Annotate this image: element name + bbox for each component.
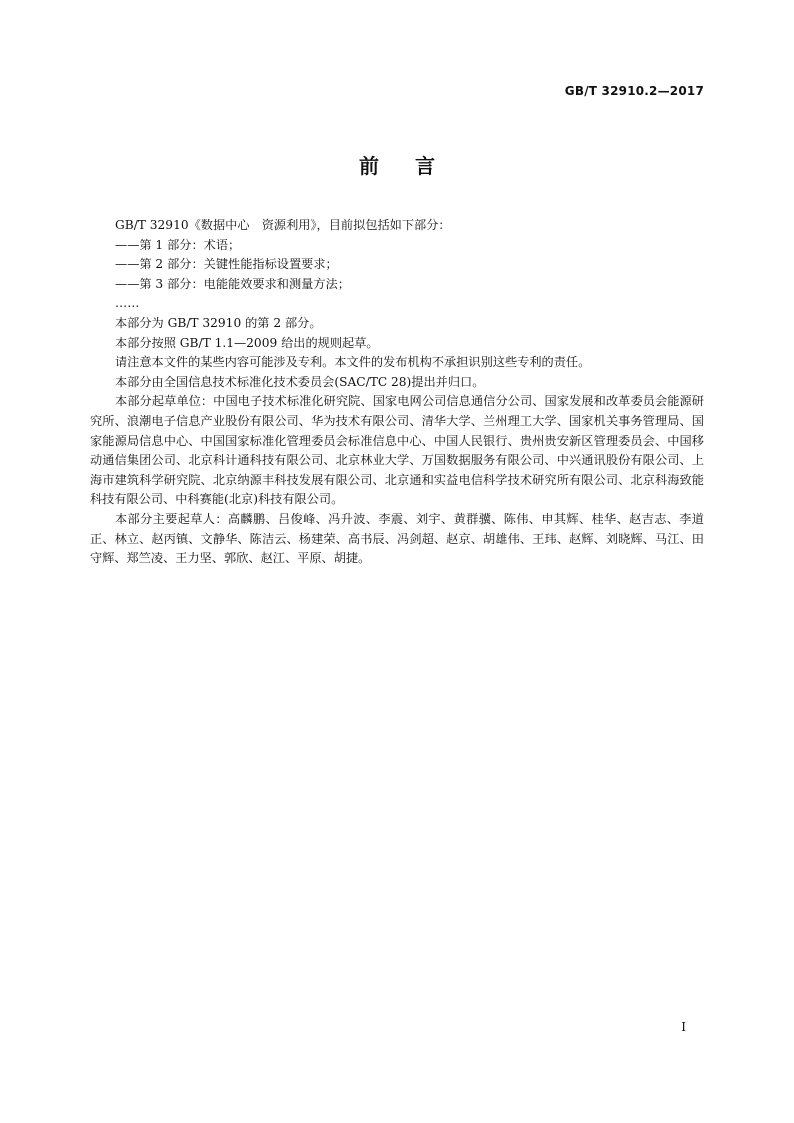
foreword-body [90, 216, 704, 569]
paragraph-drafters: 本部分主要起草人：高麟鹏、吕俊峰、冯升波、李震、刘宇、黄群骥、陈伟、申其辉、桂华、赵吉志、李道正、林立、赵丙镇、文静华、陈洁云、杨建荣、高书辰、冯剑超、赵京、胡雄伟、王玮、赵辉、刘晓辉、马江、田守辉、郑竺凌、王力坚、郭欣、赵江、平原、胡捷。 [90, 511, 704, 566]
page-title: 前言 [359, 154, 471, 178]
page-number: I [681, 1020, 686, 1034]
list-item-part-1: ——第 1 部分：术语； [115, 237, 241, 252]
list-item-part-3: ——第 3 部分：电能能效要求和测量方法； [115, 276, 350, 291]
paragraph-drafting-rules: 本部分按照 GB/T 1.1—2009 给出的规则起草。 [115, 335, 379, 350]
list-ellipsis: …… [115, 296, 140, 311]
standard-number: GB/T 32910.2—2017 [564, 84, 704, 98]
paragraph-drafting-units: 本部分起草单位：中国电子技术标准化研究院、国家电网公司信息通信分公司、国家发展和改革委员会能源研究所、浪潮电子信息产业股份有限公司、华为技术有限公司、清华大学、兰州理工大学、国家机关事务管理局、国家能源局信息中心、中国国家标准化管理委员会标准信息中心、中国人民银行、贵州贵安新区管理委员会、中国移动通信集团公司、北京科计通科技有限公司、北京林业大学、万国数据服务有限公司、中兴通讯股份有限公司、上海市建筑科学研究院、北京纳源丰科技发展有限公司、北京通和实益电信科学技术研究所有限公司、北京科海致能科技有限公司、中科赛能(北京)科技有限公司。 [90, 394, 704, 507]
paragraph-proposer: 本部分由全国信息技术标准化技术委员会(SAC/TC 28)提出并归口。 [115, 374, 485, 389]
list-item-part-2: ——第 2 部分：关键性能指标设置要求； [115, 257, 338, 272]
paragraph-part-statement: 本部分为 GB/T 32910 的第 2 部分。 [115, 315, 322, 330]
paragraph-parts-intro: GB/T 32910《数据中心 资源利用》，目前拟包括如下部分： [115, 218, 451, 232]
paragraph-patent-notice: 请注意本文件的某些内容可能涉及专利。本文件的发布机构不承担识别这些专利的责任。 [115, 355, 591, 370]
